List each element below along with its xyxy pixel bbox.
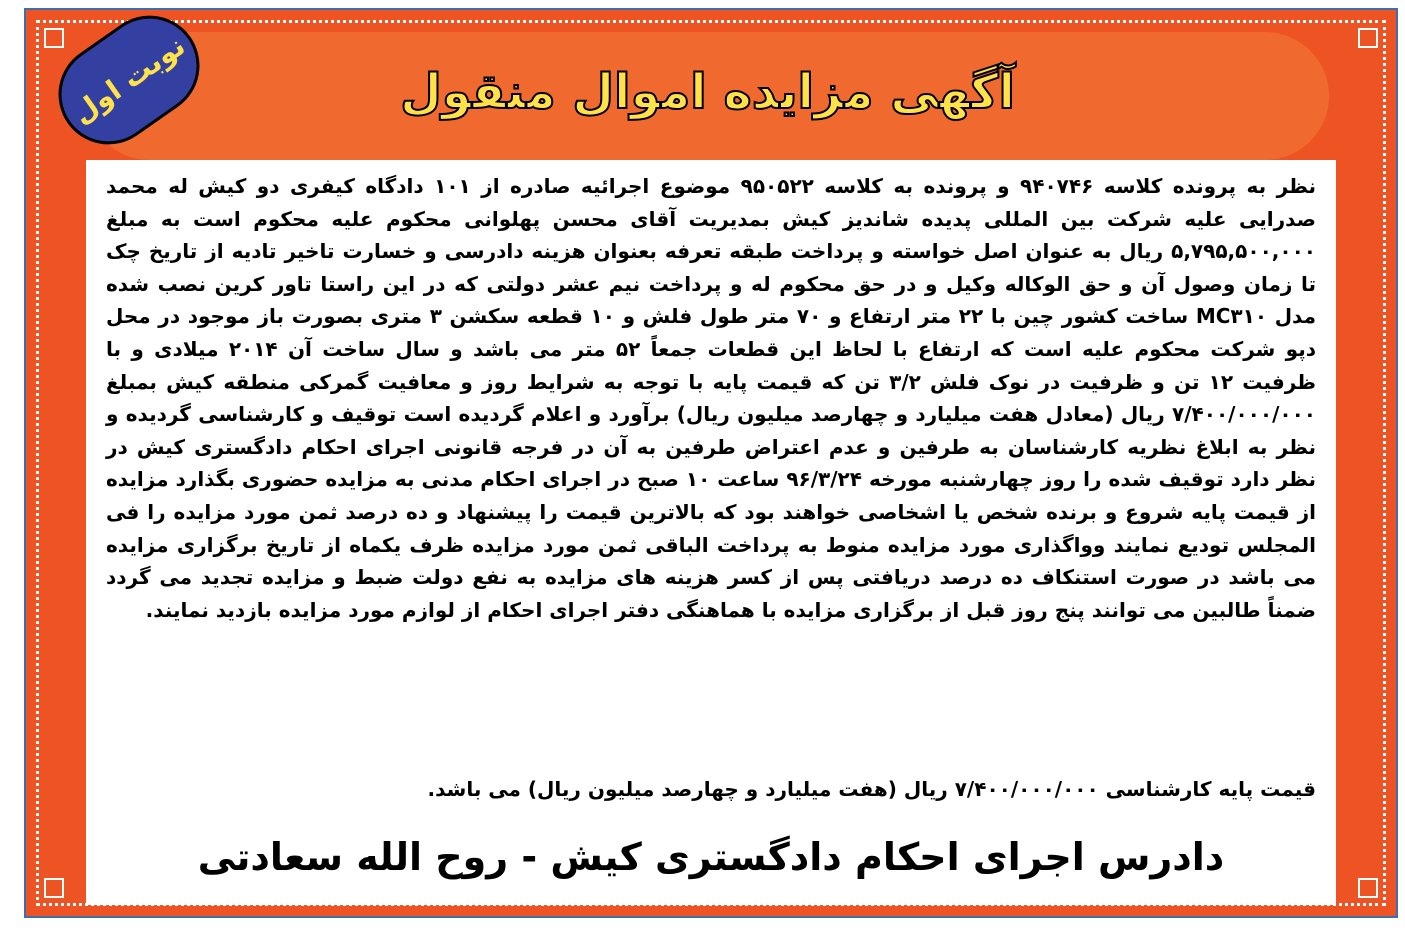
corner-ornament	[1358, 28, 1378, 48]
signature-line: دادرس اجرای احکام دادگستری کیش - روح الله سعادتی	[197, 835, 1225, 879]
corner-ornament	[44, 28, 64, 48]
badge-label: نوبت اول	[66, 28, 192, 131]
corner-ornament	[1358, 878, 1378, 898]
notice-body: نظر به پرونده کلاسه ۹۴۰۷۴۶ و پرونده به کلاسه ۹۵۰۵۲۲ موضوع اجرائیه صادره از ۱۰۱ دادگاه کیفری دو کیش له محمد صدرایی علیه شرکت بین المللی پدیده شاندیز کیش بمدیریت آقای محسن پهلوانی محکوم علیه محکوم است به مبلغ ۵,۷۹۵,۵۰۰,۰۰۰ ریال به عنوان اصل خواسته و پرداخت طبقه تعرفه بعنوان هزینه دادرسی و خسارت تاخیر تادیه از تاریخ چک تا زمان وصول آن و حق الوکاله وکیل و در حق محکوم له و پرداخت نیم عشر دولتی که در این راستا تاور کرین نصب شده مدل MC۳۱۰ ساخت کشور چین با ۲۲ متر ارتفاع و ۷۰ متر طول فلش و ۱۰ قطعه سکشن ۳ متری بصورت باز موجود در محل دپو شرکت محکوم علیه است که ارتفاع با لحاظ این قطعات جمعاً ۵۲ متر می باشد و سال ساخت آن ۲۰۱۴ میلادی و با ظرفیت ۱۲ تن و ظرفیت در نوک فلش ۳/۲ تن که قیمت پایه با توجه به شرایط روز و معافیت گمرکی منطقه کیش بمبلغ ۷/۴۰۰/۰۰۰/۰۰۰ ریال (معادل هفت میلیارد و چهارصد میلیون ریال) برآورد و اعلام گردیده است توقیف و کارشناسی گردیده و نظر به ابلاغ نظریه کارشناسان به طرفین و عدم اعتراض طرفین به آن در فرجه قانونی اجرای احکام دادگستری کیش در نظر دارد توقیف شده را روز چهارشنبه مورخه ۹۶/۳/۲۴ ساعت ۱۰ صبح در اجرای احکام مدنی به مزایده حضوری بگذارد مزایده از قیمت پایه شروع و برنده شخص یا اشخاصی خواهند بود که بالاترین قیمت را پیشنهاد و ده درصد ثمن مورد مزایده را فی المجلس تودیع نمایند وواگذاری مورد مزایده منوط به پرداخت الباقی ثمن مورد مزایده ظرف یکماه از تاریخ برگزاری مزایده می باشد در صورت استنکاف ده درصد دریافتی پس از کسر هزینه های مزایده به نفع دولت ضبط و مزایده تجدید می گردد ضمناً طالبین می توانند پنج روز قبل از برگزاری مزایده با هماهنگی دفتر اجرای احکام از لوازم مورد مزایده بازدید نمایند.	[106, 174, 1317, 622]
notice-content	[86, 160, 1336, 905]
corner-ornament	[44, 878, 64, 898]
notice-title: آگهی مزایده اموال منقول	[400, 64, 1015, 120]
base-price-line: قیمت پایه کارشناسی ۷/۴۰۰/۰۰۰/۰۰۰ ریال (هفت میلیارد و چهارصد میلیون ریال) می باشد.	[427, 777, 1316, 801]
title-banner	[86, 32, 1329, 160]
notice-frame	[24, 8, 1398, 918]
